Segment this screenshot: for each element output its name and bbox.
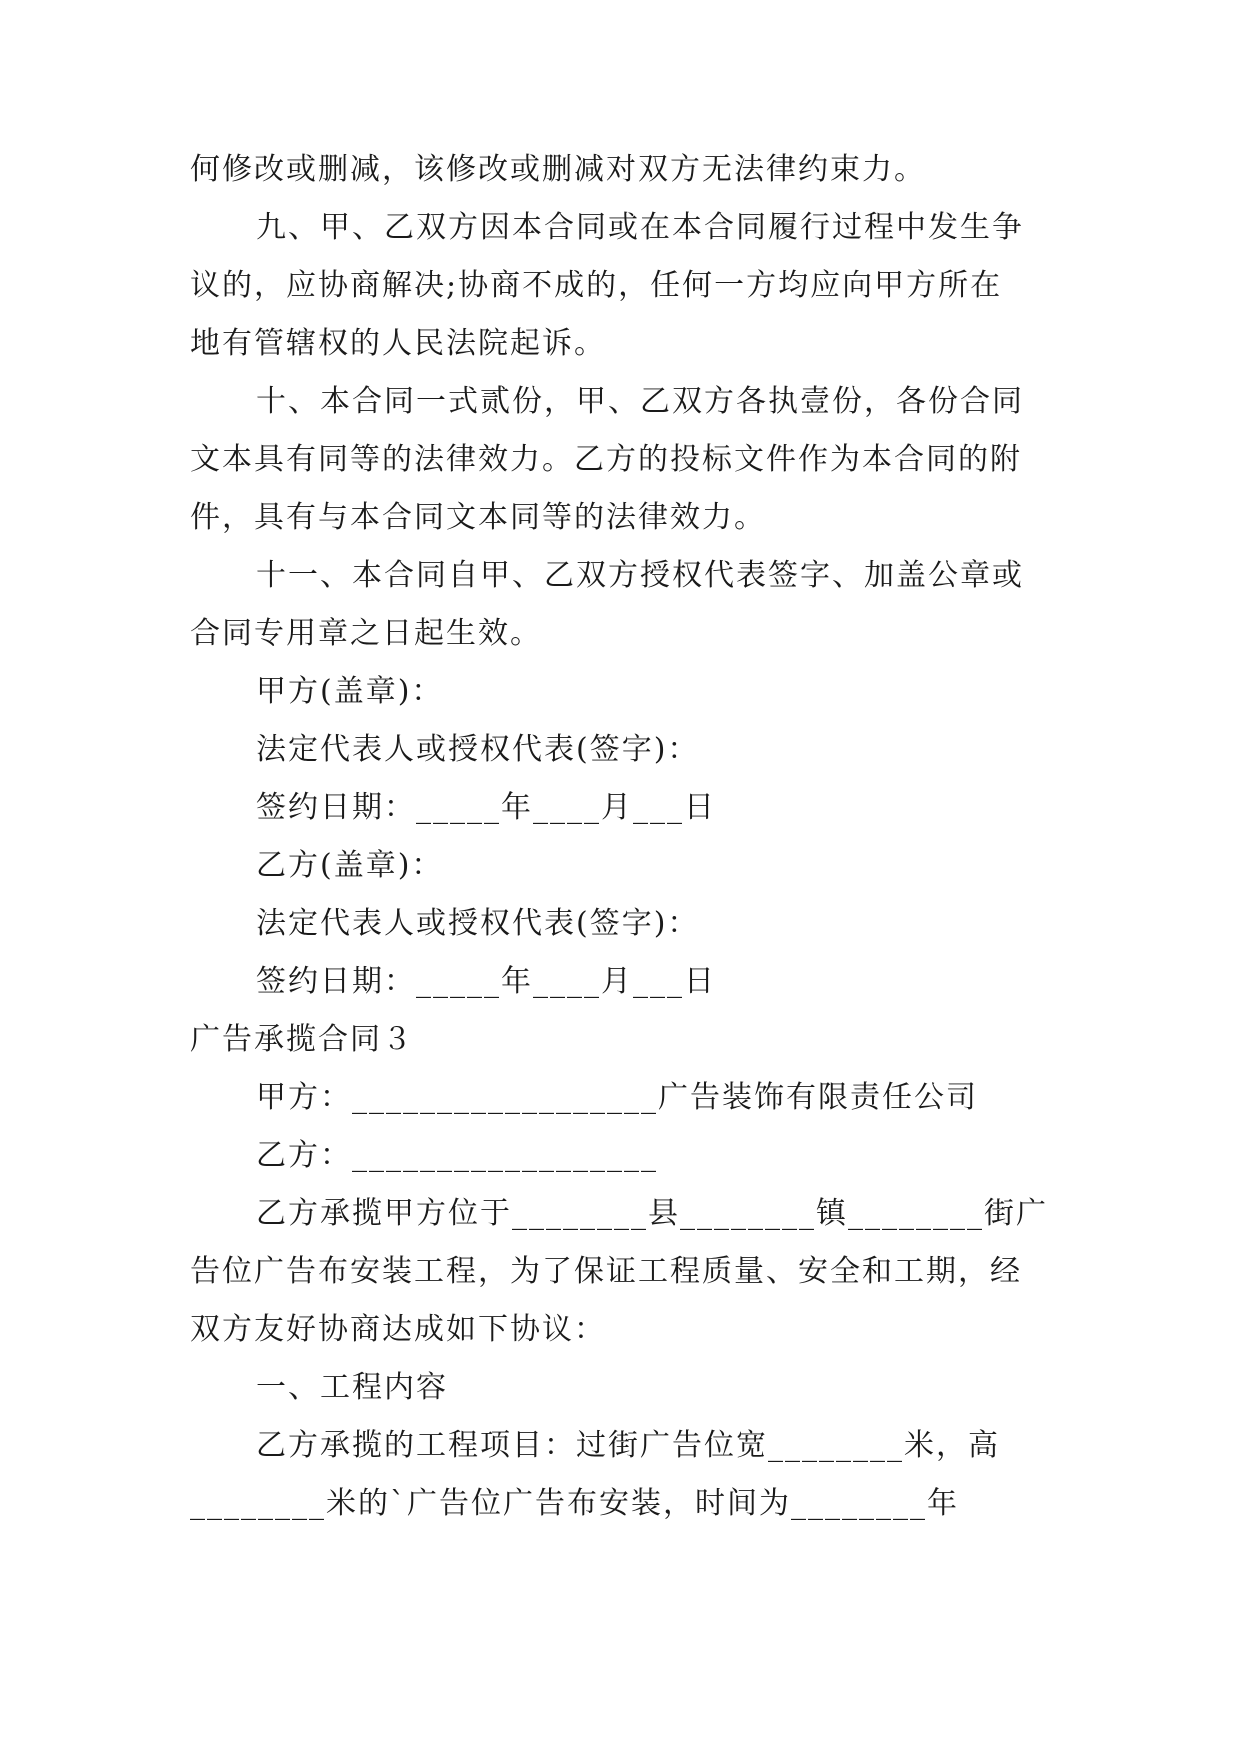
party-a-sign-date: 签约日期：_____年____月___日: [256, 790, 716, 825]
clause-ten: 十、本合同一式贰份，甲、乙双方各执壹份，各份合同: [256, 384, 1024, 419]
party-a-line: 甲方：__________________广告装饰有限责任公司: [256, 1080, 978, 1115]
party-b-seal-label: 乙方(盖章)：: [256, 848, 444, 883]
text-line: 件，具有与本合同文本同等的法律效力。: [190, 500, 766, 535]
section-heading: 一、工程内容: [256, 1370, 448, 1405]
project-description: 乙方承揽的工程项目：过街广告位宽________米，高: [256, 1428, 1000, 1463]
text-line: 地有管辖权的人民法院起诉。: [190, 326, 606, 361]
party-b-line: 乙方：__________________: [256, 1138, 658, 1173]
party-a-representative-label: 法定代表人或授权代表(签字)：: [256, 732, 700, 767]
party-a-seal-label: 甲方(盖章)：: [256, 674, 444, 709]
party-b-representative-label: 法定代表人或授权代表(签字)：: [256, 906, 700, 941]
contract-title: 广告承揽合同３: [190, 1022, 414, 1057]
party-b-sign-date: 签约日期：_____年____月___日: [256, 964, 716, 999]
text-line: 何修改或删减，该修改或删减对双方无法律约束力。: [190, 152, 926, 187]
intro-paragraph: 乙方承揽甲方位于________县________镇________街广: [256, 1196, 1048, 1231]
clause-eleven: 十一、本合同自甲、乙双方授权代表签字、加盖公章或: [256, 558, 1024, 593]
clause-nine: 九、甲、乙双方因本合同或在本合同履行过程中发生争: [256, 210, 1024, 245]
text-line: 告位广告布安装工程，为了保证工程质量、安全和工期，经: [190, 1254, 1022, 1289]
text-line: 双方友好协商达成如下协议：: [190, 1312, 606, 1347]
text-line: 议的，应协商解决;协商不成的，任何一方均应向甲方所在: [190, 268, 1003, 303]
text-line: ________米的`广告位广告布安装，时间为________年: [190, 1486, 959, 1521]
text-line: 合同专用章之日起生效。: [190, 616, 542, 651]
text-line: 文本具有同等的法律效力。乙方的投标文件作为本合同的附: [190, 442, 1022, 477]
